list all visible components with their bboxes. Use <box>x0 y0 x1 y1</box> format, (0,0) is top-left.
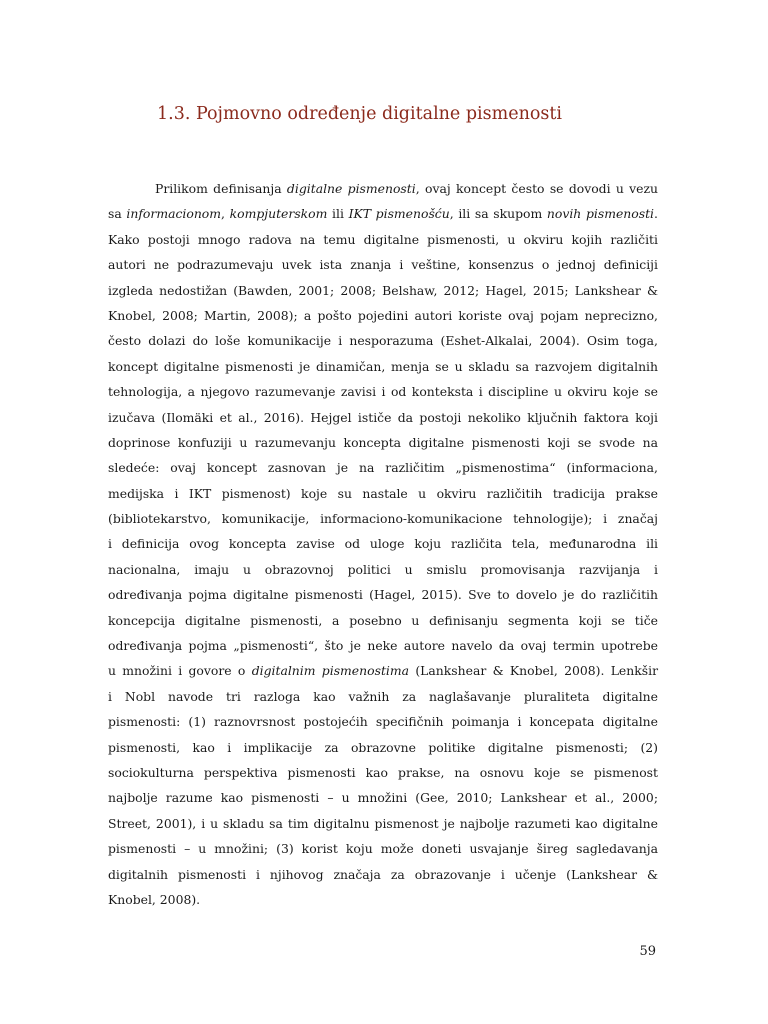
text-run: najbolje razume kao pismenosti – u množini (Gee, 2010; Lankshear et al., 2000; <box>108 790 658 806</box>
italic-term: informacionom <box>126 206 222 222</box>
paragraph-line <box>108 303 658 328</box>
text-run: digitalnih pismenosti i njihovog značaja za obrazovanje i učenje (Lankshear & <box>108 866 658 882</box>
text-run: koncepcija digitalne pismenosti, a posebno u definisanju segmenta koji se tiče <box>108 612 658 628</box>
text-run: sociokulturna perspektiva pismenosti kao prakse, na osnovu koje se pismenost <box>108 764 658 780</box>
paragraph-line <box>108 328 658 353</box>
text-run: Kako postoji mnogo radova na temu digitalne pismenosti, u okviru kojih različiti <box>108 231 658 247</box>
paragraph-line <box>108 658 658 683</box>
text-run: Prilikom definisanja <box>155 181 287 196</box>
text-run: određivanja pojma „pismenosti“, što je neke autore navelo da ovaj termin upotrebe <box>108 638 658 654</box>
paragraph-line <box>108 684 658 709</box>
paragraph-line <box>108 481 658 506</box>
paragraph-line <box>108 201 658 226</box>
paragraph-line <box>108 608 658 633</box>
paragraph-line <box>108 760 658 785</box>
text-run: često dolazi do loše komunikacije i nesporazuma (Eshet-Alkalai, 2004). Osim toga, <box>108 333 658 349</box>
paragraph-line <box>108 836 658 861</box>
text-run: izgleda nedostižan (Bawden, 2001; 2008; Belshaw, 2012; Hagel, 2015; Lankshear & <box>108 282 658 298</box>
text-run: , ili sa skupom <box>449 206 547 222</box>
text-run: (bibliotekarstvo, komunikacije, informaciono-komunikacione tehnologije); i značaj <box>108 511 658 527</box>
paragraph-line <box>108 176 658 201</box>
section-heading: 1.3. Pojmovno određenje digitalne pismenosti <box>157 104 563 124</box>
paragraph-line <box>108 430 658 455</box>
paragraph-line <box>108 633 658 658</box>
paragraph-line <box>108 379 658 404</box>
text-run: autori ne podrazumevaju uvek ista znanja i veštine, konsenzus o jednoj definiciji <box>108 257 658 273</box>
text-run: , ovaj koncept često se dovodi u vezu <box>415 181 658 196</box>
paragraph-line <box>108 278 658 303</box>
paragraph-line <box>108 785 658 810</box>
text-run: koncept digitalne pismenosti je dinamičan, menja se u skladu sa razvojem digitalnih <box>108 358 658 374</box>
text-run: tehnologija, a njegovo razumevanje zavisi i od konteksta i discipline u okviru koje se <box>108 384 658 400</box>
text-run: nacionalna, imaju u obrazovnoj politici u smislu promovisanja razvijanja i <box>108 561 658 577</box>
text-run: ili <box>327 206 349 222</box>
italic-term: digitalnim pismenostima <box>251 663 410 679</box>
paragraph-line <box>108 252 658 277</box>
paragraph-line <box>108 405 658 430</box>
text-run: i Nobl navode tri razloga kao važnih za naglašavanje pluraliteta digitalne <box>108 688 658 704</box>
text-run: sa <box>108 206 127 222</box>
text-run: medijska i IKT pismenost) koje su nastale u okviru različitih tradicija prakse <box>108 485 658 501</box>
paragraph-line <box>108 709 658 734</box>
text-run: pismenosti – u množini; (3) korist koju može doneti usvajanje šireg sagledavanja <box>108 841 658 857</box>
text-run: , <box>221 206 230 222</box>
italic-term: novih pismenosti <box>546 206 655 222</box>
text-run: sledeće: ovaj koncept zasnovan je na različitim „pismenostima“ (informaciona, <box>108 460 658 476</box>
text-run: u množini i govore o <box>108 663 252 679</box>
text-run: određivanja pojma digitalne pismenosti (Hagel, 2015). Sve to dovelo je do različitih <box>108 587 658 603</box>
paragraph-line <box>108 811 658 836</box>
paragraph-line <box>108 531 658 556</box>
paragraph-line <box>108 862 658 887</box>
paragraph-line <box>108 582 658 607</box>
text-run: doprinose konfuziji u razumevanju koncepta digitalne pismenosti koji se svode na <box>108 434 658 450</box>
paragraph-line <box>108 506 658 531</box>
text-run: pismenosti: (1) raznovrsnost postojećih specifičnih poimanja i koncepata digitalne <box>108 714 658 730</box>
paragraph-line <box>108 735 658 760</box>
italic-term: kompjuterskom <box>229 206 328 222</box>
italic-term: IKT pismenošću <box>348 206 450 222</box>
text-run: Knobel, 2008). <box>108 891 201 907</box>
text-run: Knobel, 2008; Martin, 2008); a pošto pojedini autori koriste ovaj pojam neprecizno, <box>108 307 658 323</box>
paragraph-line <box>108 557 658 582</box>
body-paragraph <box>108 176 658 912</box>
paragraph-line <box>108 455 658 480</box>
text-run: i definicija ovog koncepta zavise od uloge koju različita tela, međunarodna ili <box>108 536 658 552</box>
text-run: (Lankshear & Knobel, 2008). Lenkšir <box>409 663 658 679</box>
paragraph-line <box>108 227 658 252</box>
italic-term: digitalne pismenosti <box>286 181 416 196</box>
page-number: 59 <box>639 944 656 959</box>
text-run: Street, 2001), i u skladu sa tim digitalnu pismenost je najbolje razumeti kao digitalne <box>108 815 658 831</box>
text-run: . <box>654 206 658 222</box>
paragraph-line <box>108 887 658 912</box>
text-run: pismenosti, kao i implikacije za obrazovne politike digitalne pismenosti; (2) <box>108 739 658 755</box>
paragraph-line <box>108 354 658 379</box>
text-run: izučava (Ilomäki et al., 2016). Hejgel ističe da postoji nekoliko ključnih faktora koji <box>108 409 658 425</box>
